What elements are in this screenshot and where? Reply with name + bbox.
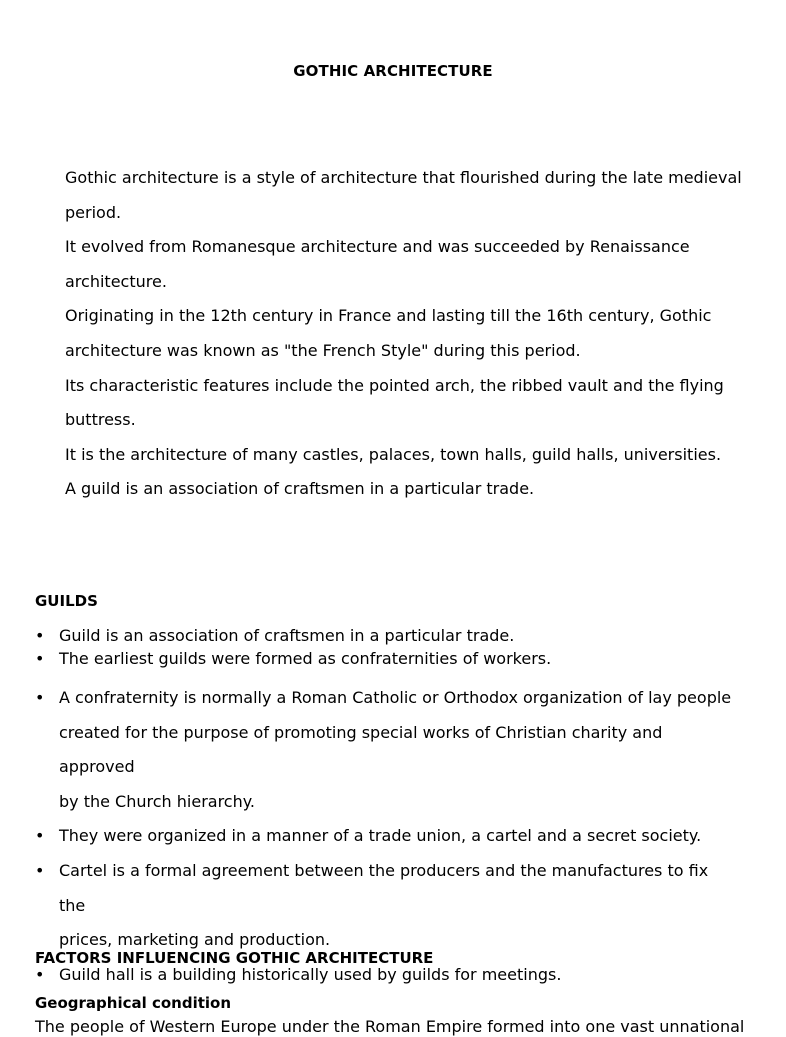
intro-line: period.	[65, 202, 122, 222]
list-item	[35, 681, 735, 819]
guilds-heading: GUILDS	[35, 592, 98, 610]
intro-line: It is the architecture of many castles, palaces, town halls, guild halls, universities.	[65, 444, 722, 464]
geographical-text-cutoff: The people of Western Europe under the Roman Empire formed into one vast unnational	[35, 1017, 745, 1036]
list-item-line: They were organized in a manner of a trade union, a cartel and a secret society.	[59, 826, 702, 846]
intro-line: It evolved from Romanesque architecture and was succeeded by Renaissance	[65, 237, 690, 257]
document-title: GOTHIC ARCHITECTURE	[293, 62, 493, 80]
bullet-icon: •	[35, 688, 45, 707]
intro-line: Originating in the 12th century in France and lasting till the 16th century, Gothic	[65, 306, 712, 326]
intro-line: buttress.	[65, 410, 136, 430]
guilds-bullet-list-continued	[35, 681, 735, 992]
intro-line: Its characteristic features include the pointed arch, the ribbed vault and the flying	[65, 375, 724, 395]
list-item-line: Guild hall is a building historically used by guilds for meetings.	[59, 964, 562, 984]
bullet-icon: •	[35, 826, 45, 846]
list-item	[35, 624, 735, 647]
intro-line: A guild is an association of craftsmen in a particular trade.	[65, 479, 535, 499]
list-item	[35, 647, 735, 670]
bullet-icon: •	[35, 860, 45, 880]
list-item	[35, 819, 735, 854]
list-item-line: by the Church hierarchy.	[59, 791, 256, 811]
intro-line: architecture.	[65, 271, 167, 291]
list-item-line: prices, marketing and production.	[59, 930, 331, 950]
list-item-line: Cartel is a formal agreement between the producers and the manufactures to fix the	[59, 860, 709, 915]
list-item	[35, 854, 735, 958]
list-item-line: A confraternity is normally a Roman Catholic or Orthodox organization of lay people	[59, 688, 732, 707]
intro-line: Gothic architecture is a style of architecture that flourished during the late medieval	[65, 168, 742, 187]
bullet-icon: •	[35, 964, 45, 984]
list-item-line: Guild is an association of craftsmen in a particular trade.	[59, 626, 515, 645]
bullet-icon: •	[35, 649, 45, 668]
intro-line: architecture was known as "the French Style" during this period.	[65, 340, 581, 360]
list-item-line: created for the purpose of promoting special works of Christian charity and approved	[59, 722, 663, 777]
guilds-bullet-list	[35, 624, 735, 670]
intro-paragraph	[65, 161, 745, 507]
geographical-subheading: Geographical condition	[35, 994, 232, 1012]
factors-heading: FACTORS INFLUENCING GOTHIC ARCHITECTURE	[35, 949, 434, 967]
bullet-icon: •	[35, 626, 45, 645]
list-item-line: The earliest guilds were formed as confraternities of workers.	[59, 649, 552, 668]
